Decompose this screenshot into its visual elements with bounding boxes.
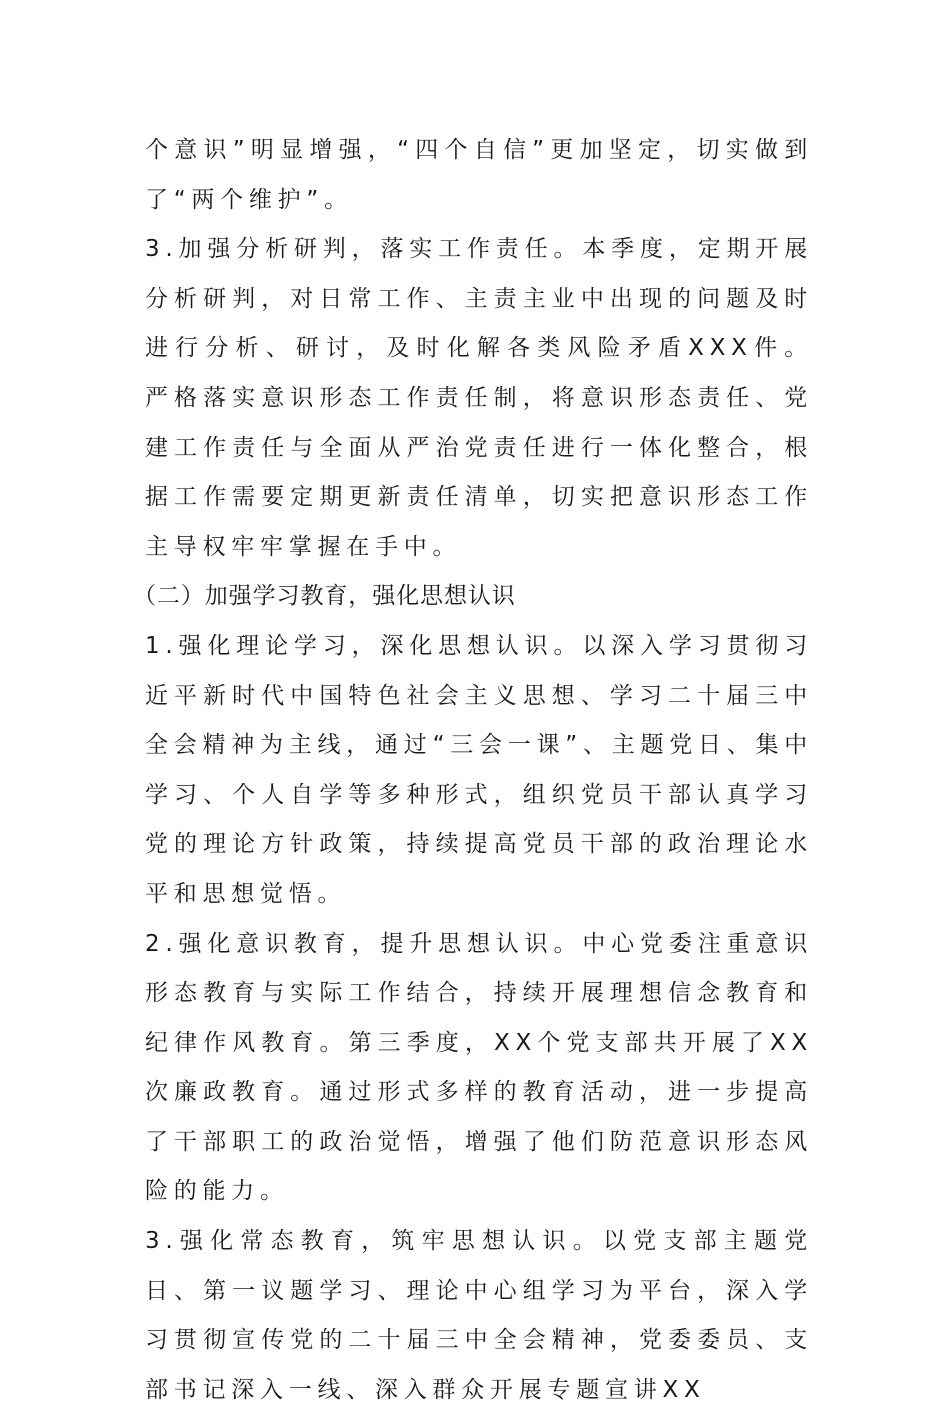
paragraph-item-3-analysis: 3.加强分析研判，落实工作责任。本季度，定期开展分析研判，对日常工作、主责主业中出现的问题及时进行分析、研讨，及时化解各类风险矛盾XXX件。严格落实意识形态工作责任制，将意识形态责任、党建工作责任与全面从严治党责任进行一体化整合，根据工作需要定期更新责任清单，切实把意识形态工作主导权牢牢掌握在手中。 bbox=[145, 236, 813, 560]
document-body bbox=[133, 126, 813, 1415]
paragraph-item-2-education: 2.强化意识教育，提升思想认识。中心党委注重意识形态教育与实际工作结合，持续开展理想信念教育和纪律作风教育。第三季度，XX个党支部共开展了XX次廉政教育。通过形式多样的教育活动，进一步提高了干部职工的政治觉悟，增强了他们防范意识形态风险的能力。 bbox=[145, 930, 813, 1205]
paragraph-item-3-routine: 3.强化常态教育，筑牢思想认识。以党支部主题党日、第一议题学习、理论中心组学习为平台，深入学习贯彻宣传党的二十届三中全会精神，党委委员、支部书记深入一线、深入群众开展专题宣讲XX bbox=[145, 1228, 813, 1403]
paragraph-item-1-theory: 1.强化理论学习，深化思想认识。以深入学习贯彻习近平新时代中国特色社会主义思想、学习二十届三中全会精神为主线，通过“三会一课”、主题党日、集中学习、个人自学等多种形式，组织党员干部认真学习党的理论方针政策，持续提高党员干部的政治理论水平和思想觉悟。 bbox=[145, 632, 813, 907]
paragraph-continuation: 个意识”明显增强，“四个自信”更加坚定，切实做到了“两个维护”。 bbox=[145, 137, 813, 213]
section-heading-2: （二）加强学习教育，强化思想认识 bbox=[133, 583, 516, 610]
